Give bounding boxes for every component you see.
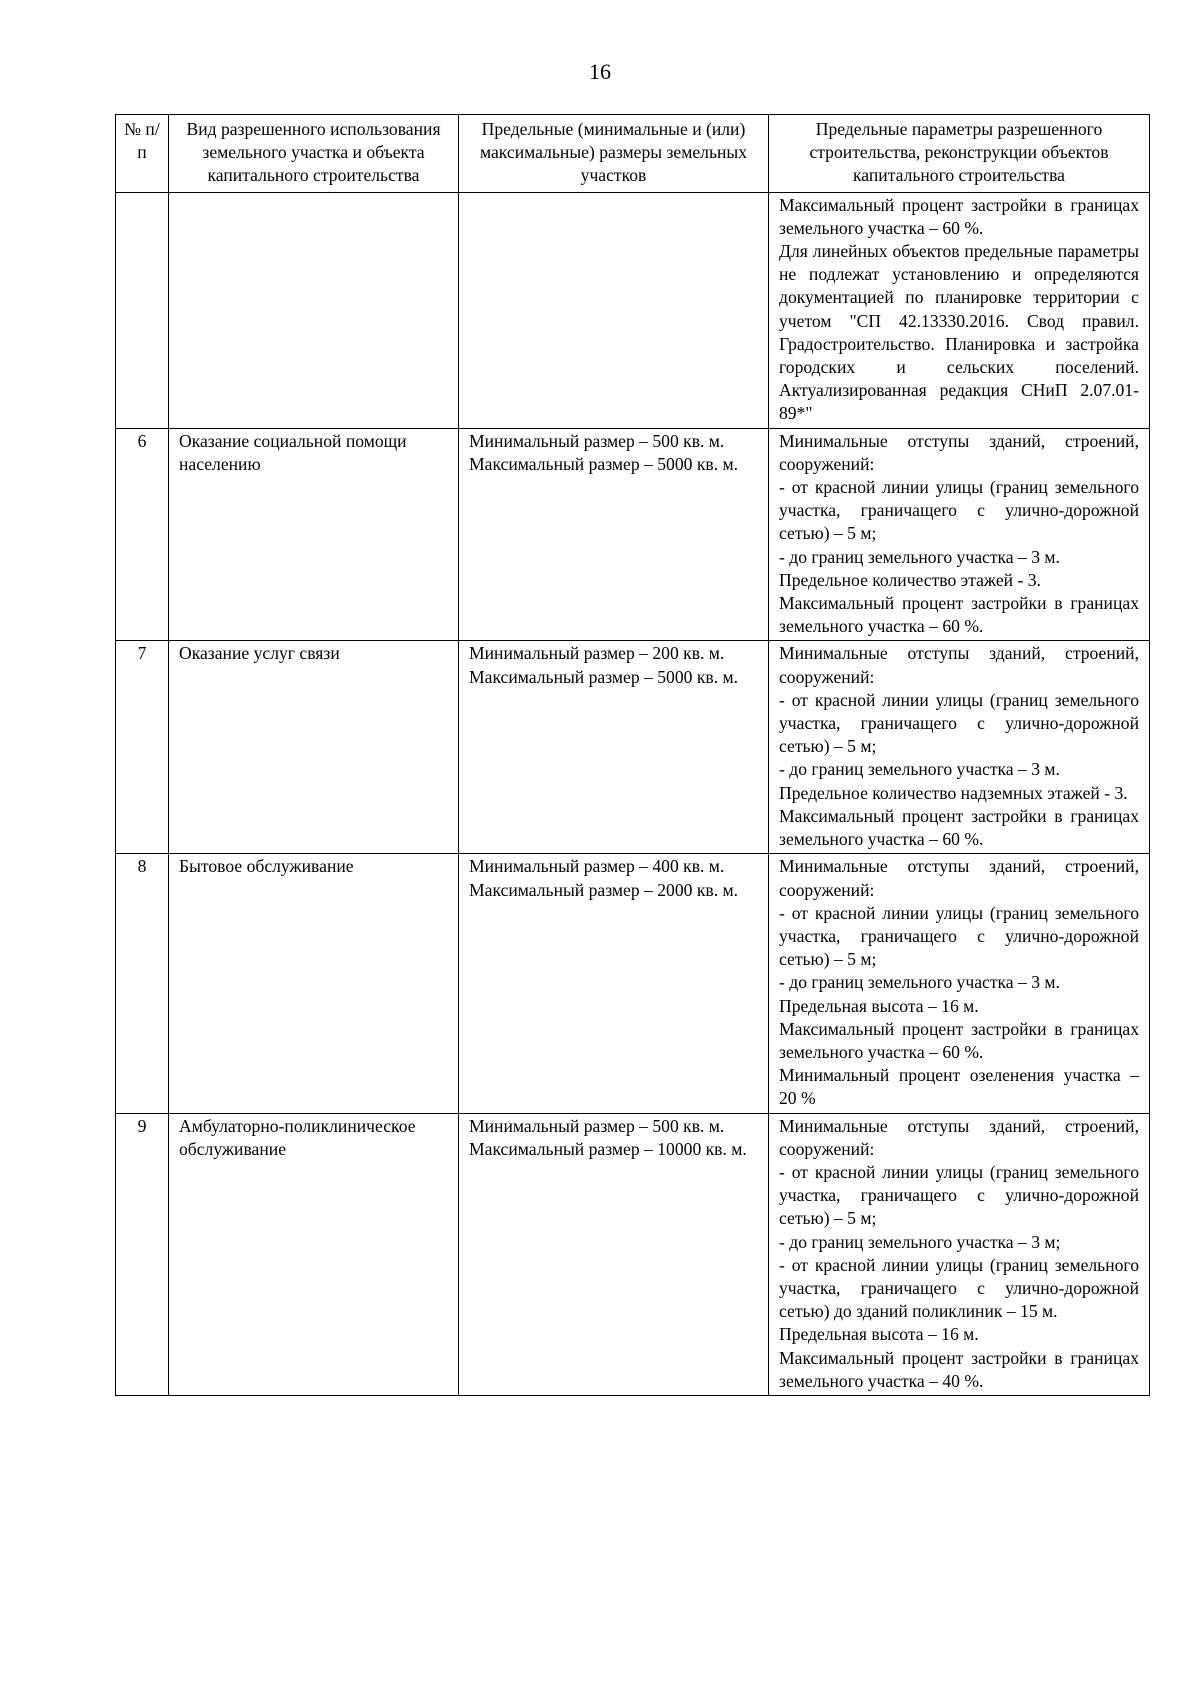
row-construction-params <box>769 641 1150 854</box>
size-line: Максимальный размер – 2000 кв. м. <box>469 879 739 900</box>
param-line: Минимальные отступы зданий, строений, сооружений: <box>779 643 1139 687</box>
land-use-table <box>115 114 1150 1396</box>
table-row <box>116 1113 1150 1395</box>
param-line: - от красной линии улицы (границ земельного участка, граничащего с улично-дорожной сетью) – 5 м; <box>779 902 1139 970</box>
row-use-type: Бытовое обслуживание <box>169 854 459 1113</box>
param-line: - до границ земельного участка – 3 м. <box>779 759 1060 780</box>
table-row <box>116 192 1150 428</box>
table-row <box>116 641 1150 854</box>
param-line: Предельная высота – 16 м. <box>779 995 979 1016</box>
row-plot-sizes <box>459 1113 769 1395</box>
param-line: - от красной линии улицы (границ земельного участка, граничащего с улично-дорожной сетью) до зданий поликлиник – 15 м. <box>779 1254 1139 1322</box>
param-line: Минимальный процент озеленения участка – 20 % <box>779 1065 1139 1109</box>
param-line: - от красной линии улицы (границ земельного участка, граничащего с улично-дорожной сетью) – 5 м; <box>779 1161 1139 1229</box>
row-plot-sizes <box>459 854 769 1113</box>
size-line: Максимальный размер – 10000 кв. м. <box>469 1138 747 1159</box>
row-plot-sizes <box>459 192 769 428</box>
row-use-type: Амбулаторно-поликлиническое обслуживание <box>169 1113 459 1395</box>
param-line: - от красной линии улицы (границ земельного участка, граничащего с улично-дорожной сетью) – 5 м; <box>779 689 1139 757</box>
param-line: Максимальный процент застройки в границах земельного участка – 60 %. <box>779 194 1139 238</box>
row-use-type: Оказание услуг связи <box>169 641 459 854</box>
param-line: - от красной линии улицы (границ земельного участка, граничащего с улично-дорожной сетью) – 5 м; <box>779 477 1139 544</box>
row-number: 6 <box>116 428 169 641</box>
param-line: Предельная высота – 16 м. <box>779 1324 979 1345</box>
header-plot-sizes: Предельные (минимальные и (или) максимальные) размеры земельных участков <box>459 115 769 193</box>
param-line: Минимальные отступы зданий, строений, сооружений: <box>779 856 1139 900</box>
header-number: № п/п <box>116 115 169 193</box>
page-number: 16 <box>589 59 611 84</box>
param-line: Для линейных объектов предельные параметры не подлежат установлению и определяются документацией по планировке территории с учетом "СП 42.13330.2016. Свод правил. Градостроительство. Планировка и застройка городских и сельских поселений. Актуализированная редакция СНиП 2.07.01-89*" <box>779 241 1139 424</box>
size-line: Минимальный размер – 500 кв. м. <box>469 1115 725 1136</box>
row-construction-params <box>769 1113 1150 1395</box>
param-line: Минимальные отступы зданий, строений, сооружений: <box>779 430 1139 474</box>
row-plot-sizes <box>459 428 769 641</box>
param-line: Предельное количество надземных этажей - 3. <box>779 782 1128 803</box>
row-use-type <box>169 192 459 428</box>
row-number: 7 <box>116 641 169 854</box>
size-line: Минимальный размер – 200 кв. м. <box>469 643 725 664</box>
row-number: 9 <box>116 1113 169 1395</box>
row-use-type: Оказание социальной помощи населению <box>169 428 459 641</box>
row-number <box>116 192 169 428</box>
param-line: Минимальные отступы зданий, строений, сооружений: <box>779 1115 1139 1159</box>
param-line: Максимальный процент застройки в границах земельного участка – 60 %. <box>779 593 1139 637</box>
row-number: 8 <box>116 854 169 1113</box>
header-use-type: Вид разрешенного использования земельного участка и объекта капитального строительства <box>169 115 459 193</box>
param-line: Максимальный процент застройки в границах земельного участка – 40 %. <box>779 1347 1139 1391</box>
header-construction-params: Предельные параметры разрешенного строительства, реконструкции объектов капитального строительства <box>769 115 1150 193</box>
param-line: - до границ земельного участка – 3 м; <box>779 1231 1061 1252</box>
row-construction-params <box>769 428 1150 641</box>
size-line: Минимальный размер – 500 кв. м. <box>469 430 725 451</box>
param-line: Максимальный процент застройки в границах земельного участка – 60 %. <box>779 1018 1139 1062</box>
table-header-row <box>116 115 1150 193</box>
table-row <box>116 854 1150 1113</box>
param-line: Предельное количество этажей - 3. <box>779 569 1041 590</box>
size-line: Максимальный размер – 5000 кв. м. <box>469 666 739 687</box>
row-plot-sizes <box>459 641 769 854</box>
row-construction-params <box>769 192 1150 428</box>
size-line: Минимальный размер – 400 кв. м. <box>469 856 725 877</box>
param-line: - до границ земельного участка – 3 м. <box>779 546 1060 567</box>
size-line: Максимальный размер – 5000 кв. м. <box>469 453 739 474</box>
param-line: Максимальный процент застройки в границах земельного участка – 60 %. <box>779 805 1139 850</box>
table-row <box>116 428 1150 641</box>
row-construction-params <box>769 854 1150 1113</box>
param-line: - до границ земельного участка – 3 м. <box>779 972 1060 993</box>
